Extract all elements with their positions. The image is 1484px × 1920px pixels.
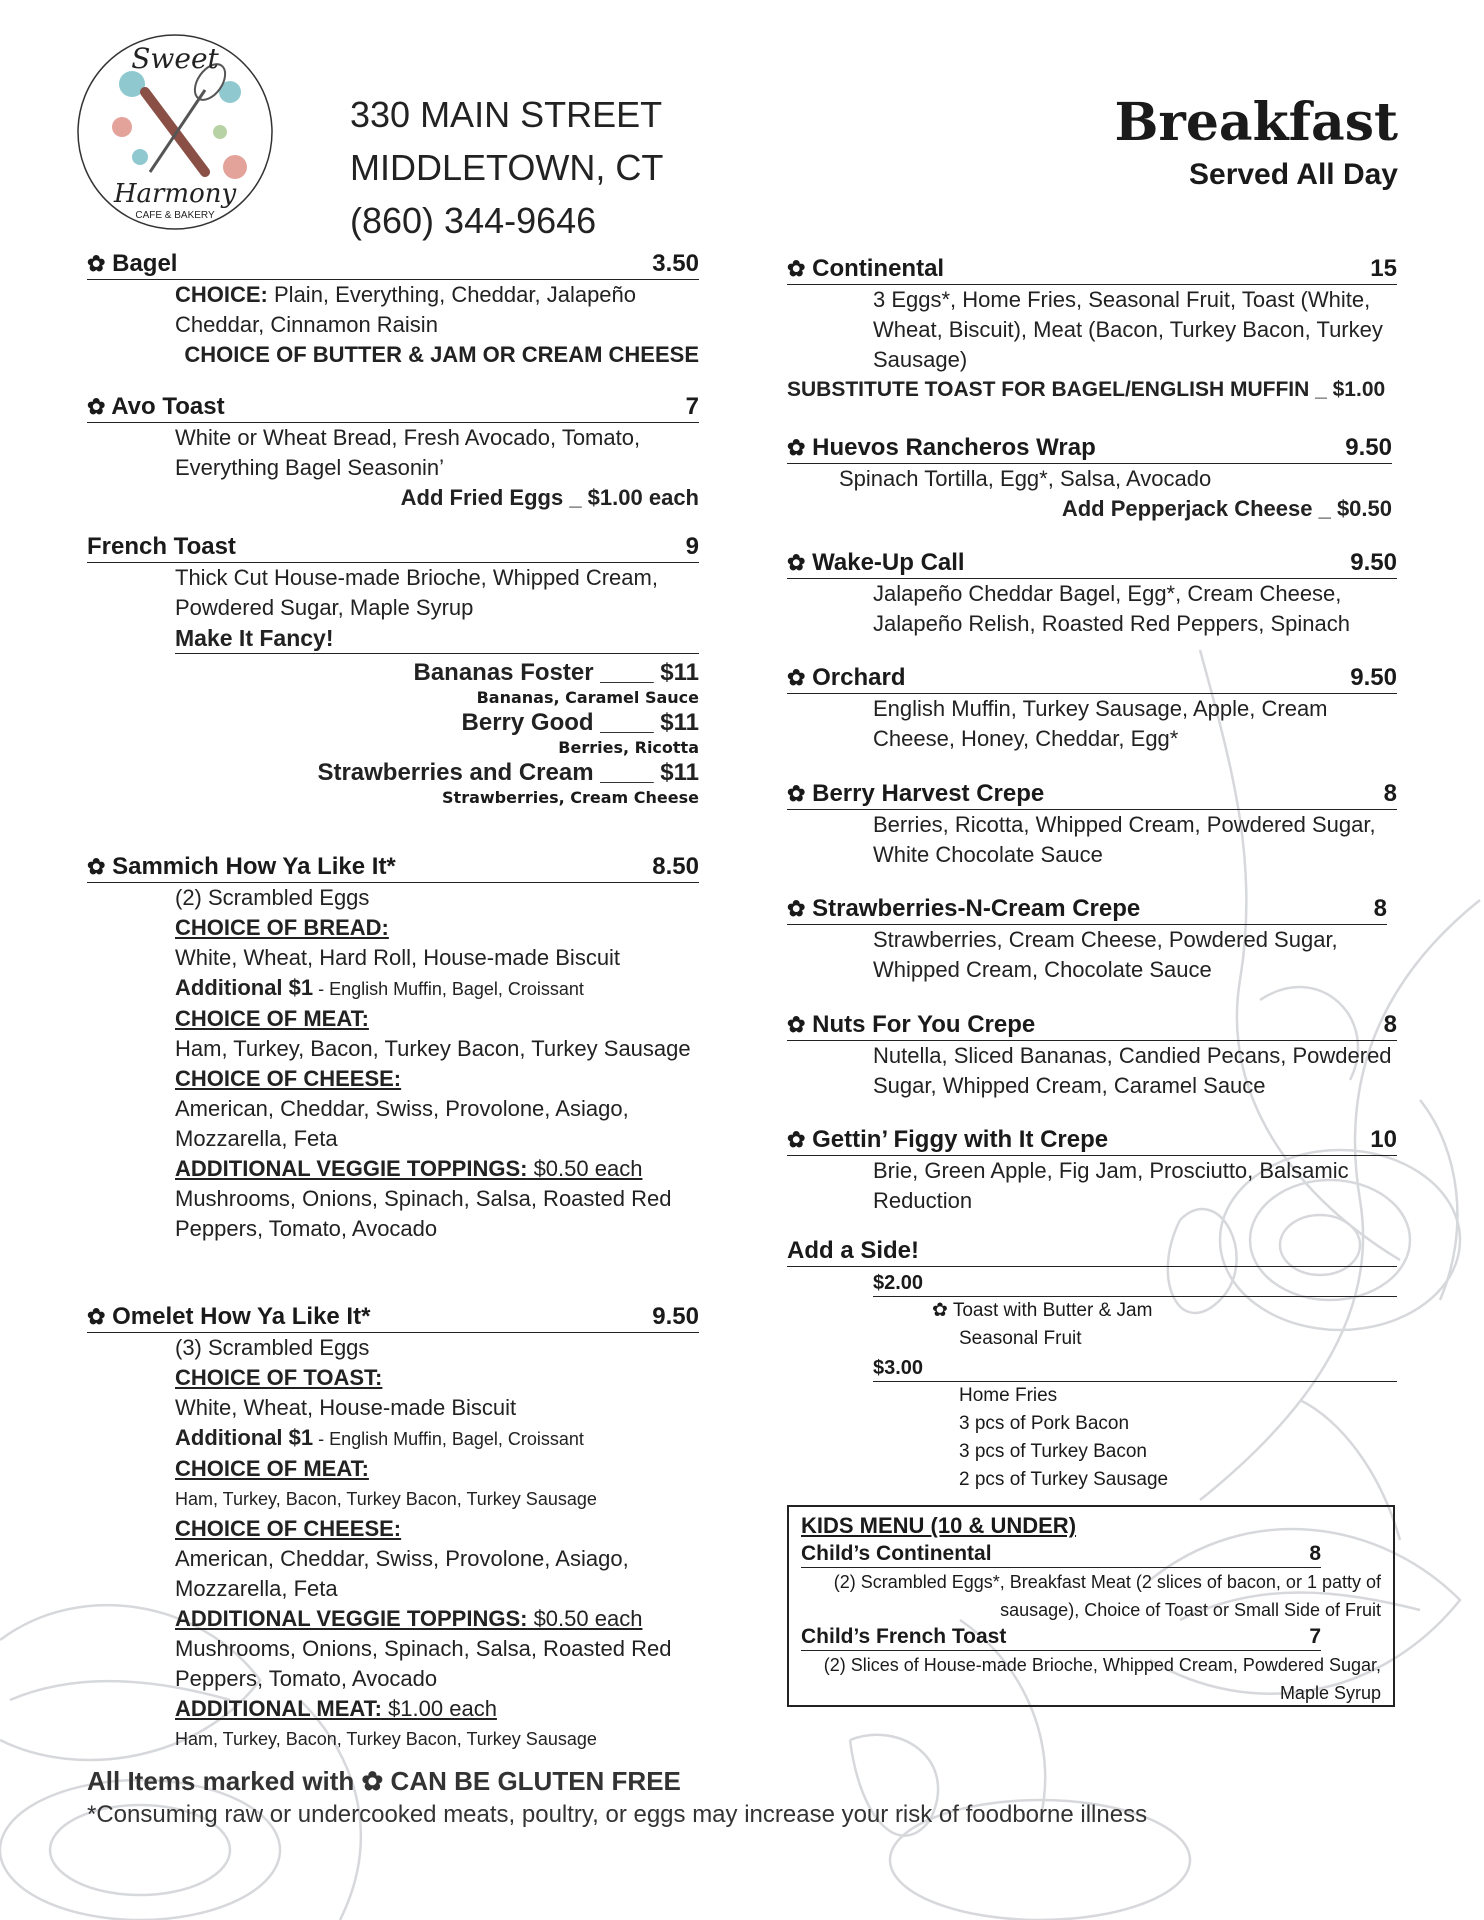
menu-item-avo-toast [87, 393, 699, 513]
menu-item-orchard [787, 664, 1397, 754]
item-title-row [787, 1011, 1397, 1041]
side-item: 3 pcs of Turkey Bacon [959, 1441, 1147, 1462]
item-description: English Muffin, Turkey Sausage, Apple, Cream Cheese, Honey, Cheddar, Egg* [873, 696, 1328, 751]
item-name: ✿ Strawberries-N-Cream Crepe [787, 895, 1141, 922]
foodborne-warning: *Consuming raw or undercooked meats, poultry, or eggs may increase your risk of foodborne illness [87, 1801, 1148, 1828]
item-name: ✿ Omelet How Ya Like It* [87, 1303, 371, 1330]
menu-item-continental [787, 255, 1397, 405]
item-addon: Add Pepperjack Cheese _ $0.50 [1061, 496, 1392, 521]
page-title: Breakfast [1114, 92, 1398, 153]
menu-item-wake-up-call [787, 549, 1397, 639]
side-item: 2 pcs of Turkey Sausage [959, 1469, 1169, 1490]
item-name: ✿ Bagel [87, 250, 178, 277]
gluten-free-icon: ✿ [787, 1012, 806, 1037]
gluten-free-icon: ✿ [932, 1300, 948, 1321]
side-item: Seasonal Fruit [959, 1328, 1082, 1349]
item-price: 8 [1383, 1011, 1397, 1038]
item-title-row [787, 549, 1397, 579]
address-phone: (860) 344-9646 [350, 200, 597, 241]
gluten-free-note: All Items marked with ✿ CAN BE GLUTEN FREE [87, 1766, 681, 1796]
menu-item-berry-harvest-crepe [787, 780, 1397, 870]
fancy-option-2: Berry Good ____ $11 [461, 709, 699, 736]
item-title-row [87, 853, 699, 883]
gluten-free-icon: ✿ [787, 550, 806, 575]
fancy-option-2-desc: Berries, Ricotta [558, 738, 699, 757]
menu-item-bagel [87, 250, 699, 370]
item-addon: SUBSTITUTE TOAST FOR BAGEL/ENGLISH MUFFIN _ $1.00 [787, 378, 1386, 401]
item-price: 9.50 [1350, 549, 1397, 576]
item-price: 3.50 [652, 250, 699, 277]
gluten-free-icon: ✿ [787, 435, 806, 460]
menu-item-omelet [87, 1303, 699, 1754]
cafe-logo [70, 32, 280, 232]
item-name: ✿ Avo Toast [87, 393, 225, 420]
item-description: Thick Cut House-made Brioche, Whipped Cream, Powdered Sugar, Maple Syrup [175, 565, 658, 620]
gluten-free-icon: ✿ [87, 854, 106, 879]
sides-tier-2-list [959, 1382, 1397, 1494]
item-title-row [787, 1126, 1397, 1156]
item-price: 8 [1383, 780, 1397, 807]
item-title-row [87, 533, 699, 563]
menu-item-nuts-crepe [787, 1011, 1397, 1101]
sides-section [787, 1237, 1397, 1494]
svg-text:Harmony: Harmony [113, 179, 237, 209]
sides-tier-1: $2.00 [873, 1270, 1397, 1297]
fancy-option-3: Strawberries and Cream ____ $11 [317, 759, 699, 786]
menu-item-strawberries-crepe [787, 895, 1387, 985]
item-price: 15 [1370, 255, 1397, 282]
item-price: 9.50 [1345, 434, 1392, 461]
kids-item-french-toast: Child’s French Toast 7 [801, 1624, 1321, 1651]
kids-menu-title: KIDS MENU (10 & UNDER) [801, 1513, 1077, 1538]
item-description: Strawberries, Cream Cheese, Powdered Sugar, Whipped Cream, Chocolate Sauce [873, 927, 1338, 982]
gluten-free-icon: ✿ [787, 896, 806, 921]
gluten-free-icon: ✿ [787, 781, 806, 806]
item-description: CHOICE: Plain, Everything, Cheddar, Jalapeño Cheddar, Cinnamon Raisin [175, 282, 637, 337]
item-description: White or Wheat Bread, Fresh Avocado, Tomato, Everything Bagel Seasonin’ [175, 425, 641, 480]
gluten-free-icon: ✿ [361, 1766, 384, 1796]
address-block [350, 88, 663, 247]
item-description: 3 Eggs*, Home Fries, Seasonal Fruit, Toast (White, Wheat, Biscuit), Meat (Bacon, Turkey Bacon, Turkey Sausage) [873, 287, 1383, 372]
item-name: ✿ Wake-Up Call [787, 549, 965, 576]
item-description: Brie, Green Apple, Fig Jam, Prosciutto, Balsamic Reduction [873, 1158, 1349, 1213]
menu-item-sammich [87, 853, 699, 1244]
item-title-row [787, 255, 1397, 285]
gluten-free-icon: ✿ [87, 1304, 106, 1329]
side-item: ✿ Toast with Butter & Jam [932, 1300, 1153, 1321]
item-description: Jalapeño Cheddar Bagel, Egg*, Cream Cheese, Jalapeño Relish, Roasted Red Peppers, Spinach [873, 581, 1350, 636]
menu-item-french-toast [87, 533, 699, 808]
item-price: 10 [1370, 1126, 1397, 1153]
side-item: Home Fries [959, 1385, 1058, 1406]
item-title-row [787, 664, 1397, 694]
side-item: 3 pcs of Pork Bacon [959, 1413, 1130, 1434]
page-subtitle: Served All Day [1189, 158, 1398, 191]
gluten-free-icon: ✿ [787, 256, 806, 281]
item-title-row [787, 780, 1397, 810]
item-addon: Add Fried Eggs _ $1.00 each [400, 485, 699, 510]
fancy-option-1: Bananas Foster ____ $11 [413, 659, 699, 686]
menu-item-figgy-crepe [787, 1126, 1397, 1216]
item-title-row [87, 250, 699, 280]
gluten-free-icon: ✿ [87, 251, 106, 276]
fancy-option-1-desc: Bananas, Caramel Sauce [476, 688, 699, 707]
item-price: 8.50 [652, 853, 699, 880]
item-addon: CHOICE OF BUTTER & JAM OR CREAM CHEESE [184, 342, 699, 367]
item-title-row [87, 1303, 699, 1333]
item-price: 8 [1373, 895, 1387, 922]
item-description: Nutella, Sliced Bananas, Candied Pecans, Powdered Sugar, Whipped Cream, Caramel Sauce [873, 1043, 1392, 1098]
gluten-free-icon: ✿ [787, 665, 806, 690]
item-name: ✿ Berry Harvest Crepe [787, 780, 1045, 807]
item-name: ✿ Continental [787, 255, 945, 282]
svg-text:Sweet: Sweet [131, 42, 219, 75]
fancy-option-3-desc: Strawberries, Cream Cheese [442, 788, 699, 807]
item-title-row [87, 393, 699, 423]
sides-title: Add a Side! [787, 1237, 1397, 1267]
item-name: ✿ Huevos Rancheros Wrap [787, 434, 1096, 461]
item-price: 9 [685, 533, 699, 560]
item-price: 9.50 [1350, 664, 1397, 691]
item-price: 9.50 [652, 1303, 699, 1330]
item-description: Berries, Ricotta, Whipped Cream, Powdered Sugar, White Chocolate Sauce [873, 812, 1376, 867]
item-name: ✿ Nuts For You Crepe [787, 1011, 1036, 1038]
item-name: ✿ Orchard [787, 664, 906, 691]
menu-item-huevos [787, 434, 1392, 524]
sides-tier-1-list [932, 1297, 1397, 1353]
item-description: (3) Scrambled Eggs CHOICE OF TOAST: White, Wheat, House-made Biscuit Additional $1 - English Muffin, Bagel, Croissant CHOICE OF MEAT: Ham, Turkey, Bacon, Turkey Bacon, Turkey Sausage CHOICE OF CHEESE: American, Cheddar, Swiss, Provolone, Asiago, Mozzarella, Feta ADDITIONAL VEGGIE TOPPINGS: $0.50 each Mushrooms, Onions, Spinach, Salsa, Roasted Red Peppers, Tomato, Avocado ADDITIONAL MEAT: $1.00 each Ham, Turkey, Bacon, Turkey Bacon, Turkey Sausage [175, 1335, 672, 1749]
gluten-free-icon: ✿ [787, 1127, 806, 1152]
sides-tier-2: $3.00 [873, 1355, 1397, 1382]
item-description: Spinach Tortilla, Egg*, Salsa, Avocado [839, 466, 1212, 491]
item-name: ✿ Gettin’ Figgy with It Crepe [787, 1126, 1109, 1153]
svg-text:CAFE & BAKERY: CAFE & BAKERY [135, 210, 215, 221]
kids-item-french-toast-desc: (2) Slices of House-made Brioche, Whipped Cream, Powdered Sugar, Maple Syrup [823, 1655, 1381, 1703]
item-price: 7 [685, 393, 699, 420]
fancy-header: Make It Fancy! [175, 623, 699, 654]
kids-item-continental-desc: (2) Scrambled Eggs*, Breakfast Meat (2 slices of bacon, or 1 patty of sausage), Choice of Toast or Small Side of Fruit [833, 1572, 1381, 1620]
address-street: 330 MAIN STREET [350, 94, 663, 135]
gluten-free-icon: ✿ [87, 394, 106, 419]
kids-menu-box [787, 1505, 1395, 1707]
item-name: ✿ Sammich How Ya Like It* [87, 853, 396, 880]
kids-item-continental: Child’s Continental 8 [801, 1541, 1321, 1568]
item-name: French Toast [87, 533, 236, 560]
item-description: (2) Scrambled Eggs CHOICE OF BREAD: White, Wheat, Hard Roll, House-made Biscuit Additional $1 - English Muffin, Bagel, Croissant CHOICE OF MEAT: Ham, Turkey, Bacon, Turkey Bacon, Turkey Sausage CHOICE OF CHEESE: American, Cheddar, Swiss, Provolone, Asiago, Mozzarella, Feta ADDITIONAL VEGGIE TOPPINGS: $0.50 each Mushrooms, Onions, Spinach, Salsa, Roasted Red Peppers, Tomato, Avocado [175, 885, 691, 1241]
item-title-row [787, 434, 1392, 464]
item-title-row [787, 895, 1387, 925]
address-city: MIDDLETOWN, CT [350, 147, 664, 188]
